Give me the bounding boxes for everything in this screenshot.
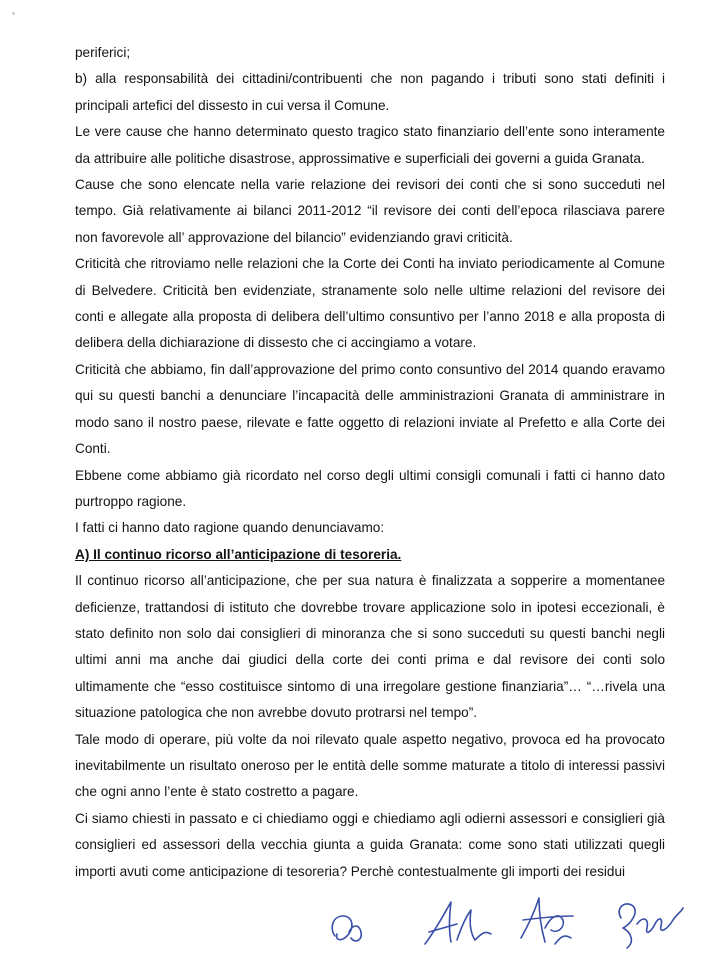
paragraph: Ci siamo chiesti in passato e ci chiediamo oggi e chiediamo agli odierni assessori e consiglieri già consiglieri ed assessori della vecchia giunta a guida Granata: come sono stati utilizzati quegli importi avuti come anticipazione di tesoreria? Perchè contestualmente gli importi dei residui	[75, 810, 665, 879]
signature-4	[619, 904, 683, 948]
paragraph: periferici;	[75, 45, 131, 60]
paragraph: Le vere cause che hanno determinato questo tragico stato finanziario dell’ente sono interamente da attribuire alle politiche disastrose, approssimative e superficiali dei governi a guida Granata.	[75, 124, 665, 166]
paragraph: Criticità che abbiamo, fin dall’approvazione del primo conto consuntivo del 2014 quando eravamo qui su questi banchi a denunciare l’incapacità delle amministrazioni Granata di amministrare in modo sano il nostro paese, rilevate e fatte oggetto di relazioni inviate al Prefetto e alla Corte dei Conti.	[75, 361, 665, 457]
scan-speck	[12, 12, 15, 15]
paragraph: Cause che sono elencate nella varie relazione dei revisori dei conti che si sono succeduti nel tempo. Già relativamente ai bilanci 2011-2012 “il revisore dei conti dell’epoca rilasciava parere non favorevole all’ approvazione del bilancio” evidenziando gravi criticità.	[75, 177, 665, 245]
section-heading: A) Il continuo ricorso all’anticipazione di tesoreria.	[75, 546, 402, 562]
signature-2	[425, 902, 491, 944]
document-body	[75, 40, 665, 885]
signatures	[325, 888, 705, 958]
paragraph: I fatti ci hanno dato ragione quando denunciavamo:	[75, 520, 385, 536]
paragraph: b) alla responsabilità dei cittadini/contribuenti che non pagando i tributi sono stati definiti i principali artefici del dissesto in cui versa il Comune.	[75, 71, 665, 113]
paragraph: Criticità che ritroviamo nelle relazioni che la Corte dei Conti ha inviato periodicamente al Comune di Belvedere. Criticità ben evidenziate, stranamente solo nelle ultime relazioni del revisore dei conti e allegate alla proposta di delibera dell’ultimo consuntivo per l’anno 2018 e alla proposta di delibera della dichiarazione di dissesto che ci accingiamo a votare.	[75, 256, 665, 351]
paragraph: Ebbene come abbiamo già ricordato nel corso degli ultimi consigli comunali i fatti ci hanno dato purtroppo ragione.	[75, 467, 665, 509]
signature-1	[332, 916, 361, 941]
signature-3	[521, 898, 573, 944]
paragraph: Tale modo di operare, più volte da noi rilevato quale aspetto negativo, provoca ed ha provocato inevitabilmente un risultato oneroso per le entità delle somme maturate a titolo di interessi passivi che ogni anno l’ente è stato costretto a pagare.	[75, 731, 665, 800]
paragraph: Il continuo ricorso all’anticipazione, che per sua natura è finalizzata a sopperire a momentanee deficienze, trattandosi di istituto che dovrebbe trovare applicazione solo in ipotesi eccezionali, è stato definito non solo dai consiglieri di minoranza che si sono succeduti su questi banchi negli ultimi anni ma anche dai giudici della corte dei conti prima e dal revisore dei conti solo ultimamente che “esso costituisce sintomo di una irregolare gestione finanziaria”… “…rivela una situazione patologica che non avrebbe dovuto protrarsi nel tempo”.	[75, 573, 665, 721]
